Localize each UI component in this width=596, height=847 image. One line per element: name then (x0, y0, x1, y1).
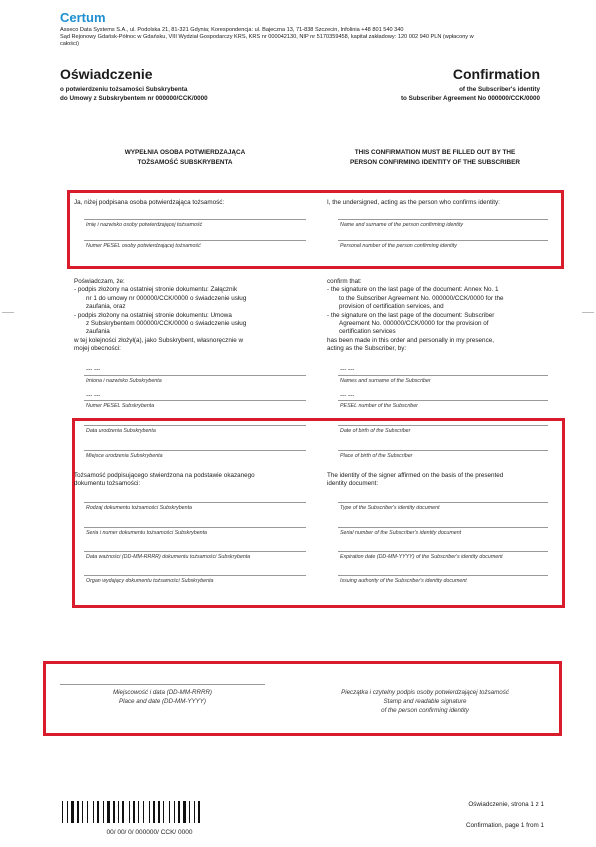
input-line[interactable] (84, 219, 306, 220)
input-line[interactable] (84, 375, 306, 376)
field-label-confirmer-name-pl: Imię i nazwisko osoby potwierdzającej tożsamość (86, 222, 203, 228)
label-line: Stamp and readable signature (383, 698, 467, 705)
input-line[interactable] (338, 450, 548, 451)
barcode-bar (71, 801, 74, 823)
text-line: acting as the Subscriber, by: (327, 345, 407, 353)
field-label-birth-place-pl: Miejsce urodzenia Subskrybenta (86, 453, 163, 459)
input-line[interactable] (338, 575, 548, 576)
barcode-bar (163, 801, 164, 823)
barcode-bar (113, 801, 115, 823)
text-line: to the Subscriber Agreement No. 000000/CCK/0000 for the (339, 294, 504, 302)
input-line[interactable] (338, 375, 548, 376)
barcode-bar (103, 801, 104, 823)
text-line: - podpis złożony na ostatniej stronie dokumentu: Umowa (74, 311, 232, 319)
text-line: - the signature on the last page of the document: Subscriber (327, 311, 495, 319)
barcode-bar (133, 801, 135, 823)
input-line[interactable] (338, 527, 548, 528)
input-line[interactable] (84, 502, 306, 503)
field-label-subscriber-name-en: Names and surname of the Subscriber (340, 378, 431, 384)
barcode-bar (129, 801, 130, 823)
input-line[interactable] (338, 502, 548, 503)
text-line: - the signature on the last page of the document: Annex No. 1 (327, 286, 499, 294)
page-number-pl: Oświadczenie, strona 1 z 1 (468, 801, 544, 808)
field-label-confirmer-name-en: Name and surname of the person confirming identity (340, 222, 464, 228)
subtitle-pl (60, 85, 208, 103)
text-line: Agreement No. 000000/CCK/0000 for the provision of (339, 320, 489, 328)
field-label-doc-type-en: Type of the Subscriber's identity document (340, 505, 440, 511)
text-line: - podpis złożony na ostatniej stronie dokumentu: Załącznik (74, 286, 238, 294)
barcode-bar (87, 801, 88, 823)
field-label-confirmer-pesel-en: Personal number of the person confirming identity (340, 243, 457, 249)
barcode-bar (194, 801, 195, 823)
subtitle-line: o potwierdzeniu tożsamości Subskrybenta (60, 86, 188, 93)
text-line: identity document: (327, 480, 379, 488)
text-line: has been made in this order and personally in my presence, (327, 336, 494, 344)
barcode-bar (153, 801, 155, 823)
field-label-subscriber-pesel-en: PESEL number of the Subscriber (340, 403, 418, 409)
text-line: provision of certification services, and (339, 303, 444, 311)
label-line: Pieczątka i czytelny podpis osoby potwierdzającej tożsamość (341, 689, 509, 696)
barcode-bar (122, 801, 124, 823)
brand-logo: Certum (60, 10, 106, 25)
barcode-bar (138, 801, 139, 823)
barcode-bar (149, 801, 150, 823)
title-pl: Oświadczenie (60, 66, 153, 82)
barcode-bar (118, 801, 119, 823)
input-line[interactable] (338, 219, 548, 220)
field-label-doc-number-en: Serial number of the Subscriber's identity document (340, 530, 462, 536)
barcode-bar (97, 801, 99, 823)
barcode-bar (198, 801, 200, 823)
company-line: Sąd Rejonowy Gdańsk-Północ w Gdańsku, VIII Wydział Gospodarczy KRS, KRS nr 000042130, NIP nr 5170359458, kapitał zakładowy: 120 002 940 PLN (wpłacony w (60, 34, 474, 40)
subtitle-line: of the Subscriber's identity (459, 86, 540, 93)
identity-doc-intro-en (327, 472, 552, 489)
barcode (62, 801, 237, 823)
barcode-bar (67, 801, 68, 823)
attestation-en (327, 278, 545, 354)
placeholder-value: --- --- (340, 366, 355, 373)
text-line: nr 1 do umowy nr 000000/CCK/0000 o świadczenie usług (86, 294, 247, 302)
barcode-bar (158, 801, 160, 823)
barcode-bar (82, 801, 83, 823)
heading-line: TOŻSAMOŚĆ SUBSKRYBENTA (137, 159, 233, 166)
subtitle-line: to Subscriber Agreement No 000000/CCK/0000 (400, 95, 540, 102)
field-label-doc-issuer-pl: Organ wydający dokumentu tożsamości Subskrybenta (86, 578, 214, 584)
title-en: Confirmation (452, 66, 540, 82)
intro-en: I, the undersigned, acting as the person who confirms identity: (327, 199, 500, 206)
barcode-bar (189, 801, 190, 823)
input-line[interactable] (84, 240, 306, 241)
company-info (60, 27, 540, 48)
field-label-birth-date-pl: Data urodzenia Subskrybenta (86, 428, 156, 434)
input-line[interactable] (84, 575, 306, 576)
field-label-doc-expiry-en: Expiration date (DD-MM-YYYY) of the Subscriber's identity document (340, 554, 503, 560)
placeholder-value: --- --- (86, 366, 101, 373)
field-label-doc-number-pl: Seria i numer dokumentu tożsamości Subskrybenta (86, 530, 208, 536)
barcode-bar (77, 801, 79, 823)
barcode-bar (62, 801, 63, 823)
margin-mark (582, 312, 594, 313)
field-label-subscriber-name-pl: Imiona i nazwisko Subskrybenta (86, 378, 162, 384)
input-line[interactable] (84, 527, 306, 528)
input-line[interactable] (338, 551, 548, 552)
text-line: zaufania (86, 328, 110, 336)
input-line[interactable] (338, 400, 548, 401)
place-date-label (60, 688, 265, 706)
barcode-bar (169, 801, 170, 823)
margin-mark (2, 312, 14, 313)
field-label-confirmer-pesel-pl: Numer PESEL osoby potwierdzającej tożsamość (86, 243, 201, 249)
text-line: mojej obecności: (74, 345, 121, 353)
text-line: Poświadczam, że: (74, 278, 125, 285)
barcode-bar (174, 801, 175, 823)
stamp-signature-label (305, 688, 545, 715)
barcode-bar (143, 801, 144, 823)
label-line: Place and date (DD-MM-YYYY) (119, 698, 206, 705)
input-line[interactable] (84, 425, 306, 426)
input-line[interactable] (338, 240, 548, 241)
attestation-pl (74, 278, 289, 354)
barcode-bar (107, 801, 110, 823)
column-heading-en (325, 148, 545, 168)
input-line[interactable] (338, 425, 548, 426)
input-line[interactable] (84, 551, 306, 552)
subtitle-en (401, 85, 540, 103)
barcode-bar (178, 801, 180, 823)
field-label-doc-type-pl: Rodzaj dokumentu tożsamości Subskrybenta (86, 505, 192, 511)
column-heading-pl (85, 148, 285, 168)
subtitle-line: do Umowy z Subskrybentem nr 000000/CCK/0000 (60, 95, 208, 102)
placeholder-value: --- --- (86, 392, 101, 399)
text-line: The identity of the signer affirmed on the basis of the presented (327, 472, 504, 479)
field-label-subscriber-pesel-pl: Numer PESEL Subskrybenta (86, 403, 155, 409)
text-line: dokumentu tożsamości: (74, 480, 141, 488)
field-label-doc-issuer-en: Issuing authority of the Subscriber's identity document (340, 578, 467, 584)
page-number-en: Confirmation, page 1 from 1 (465, 822, 544, 829)
placeholder-value: --- --- (340, 392, 355, 399)
text-line: Tożsamość podpisującego stwierdzona na podstawie okazanego (74, 472, 255, 479)
barcode-text: 00/ 00/ 0/ 000000/ CCK/ 0000 (106, 829, 193, 836)
company-line: całości) (60, 41, 79, 47)
heading-line: WYPEŁNIA OSOBA POTWIERDZAJĄCA (124, 149, 246, 156)
field-label-doc-expiry-pl: Data ważności (DD-MM-RRRR) dokumentu tożsamości Subskrybenta (86, 554, 251, 560)
text-line: zaufania, oraz (86, 303, 126, 311)
text-line: z Subskrybentem 000000/CCK/0000 o świadczenie usług (86, 320, 247, 328)
input-line[interactable] (84, 400, 306, 401)
field-label-birth-date-en: Date of birth of the Subscriber (340, 428, 411, 434)
barcode-bar (183, 801, 186, 823)
label-line: Miejscowość i data (DD-MM-RRRR) (112, 689, 212, 696)
heading-line: THIS CONFIRMATION MUST BE FILLED OUT BY THE (354, 149, 516, 156)
signature-line-place-date[interactable] (60, 684, 265, 685)
label-line: of the person confirming identity (381, 707, 469, 714)
input-line[interactable] (84, 450, 306, 451)
text-line: certification services (339, 328, 396, 336)
text-line: confirm that: (327, 278, 362, 285)
heading-line: PERSON CONFIRMING IDENTITY OF THE SUBSCRIBER (350, 159, 520, 166)
intro-pl: Ja, niżej podpisana osoba potwierdzająca tożsamość: (74, 199, 225, 206)
field-label-birth-place-en: Place of birth of the Subscriber (340, 453, 413, 459)
company-line: Asseco Data Systems S.A., ul. Podolska 21, 81-321 Gdynia; Korespondencja: ul. Bajeczna 13, 71-838 Szczecin, Infolinia +48 801 540 340 (60, 27, 404, 33)
text-line: w tej kolejności złożył(a), jako Subskrybent, własnoręcznie w (74, 336, 244, 344)
barcode-bar (93, 801, 94, 823)
identity-doc-intro-pl (74, 472, 299, 489)
